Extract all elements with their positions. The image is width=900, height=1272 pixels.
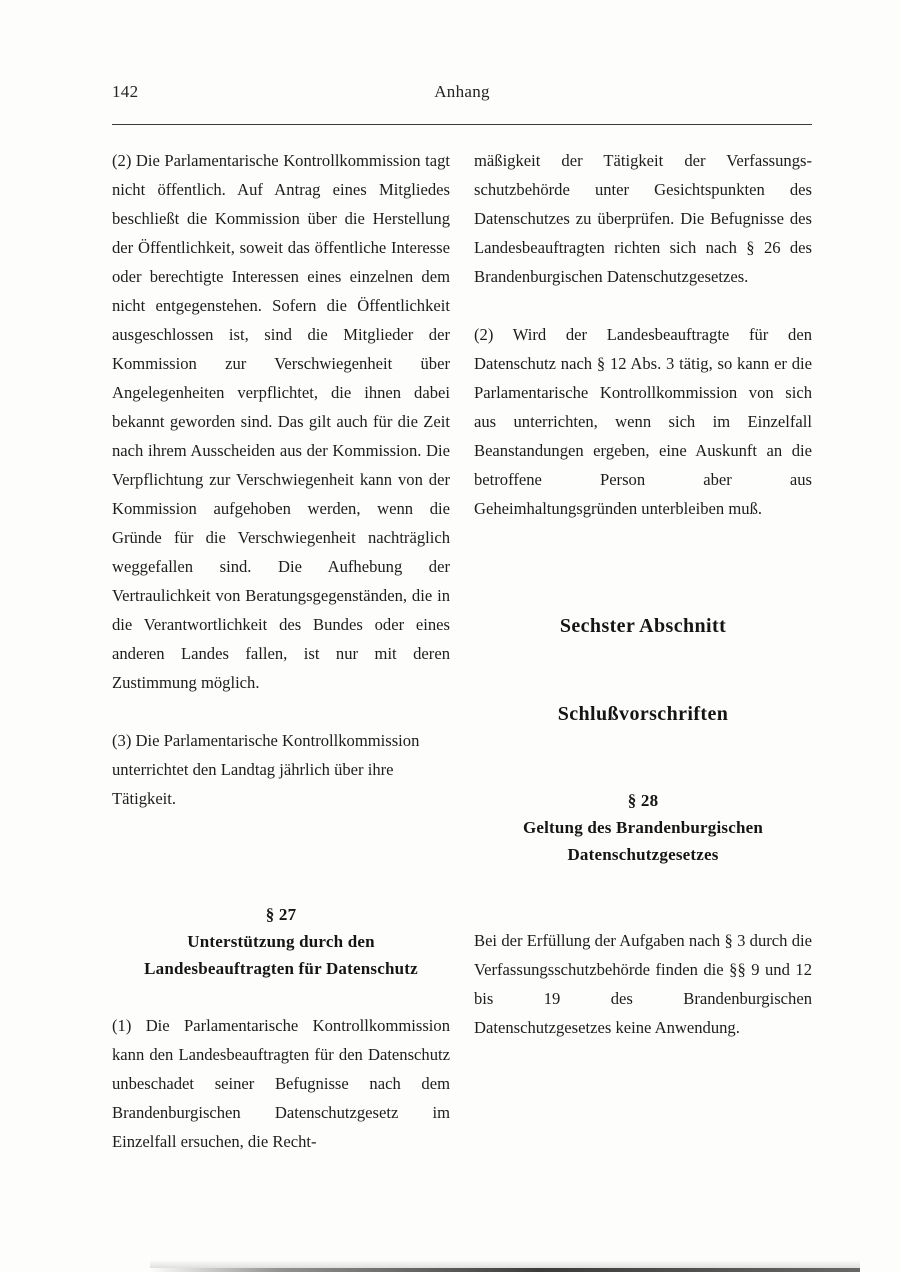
section-heading-schlussvorschriften: Schlußvorschriften <box>557 703 729 725</box>
heading-28-title-line-1: Geltung des Brandenburgischen <box>522 818 764 837</box>
heading-27-sign: § 27 <box>265 905 297 924</box>
post-heading-spacer <box>112 982 450 1011</box>
post-heading-28-spacer <box>474 868 812 926</box>
heading-paragraph-28 <box>474 787 812 868</box>
section-heading-spacer <box>474 523 812 611</box>
heading-28-title-line-2: Datenschutzgesetzes <box>567 845 719 864</box>
scan-edge-line <box>150 1268 860 1272</box>
paragraph-spacer <box>112 697 450 726</box>
paragraph-3: (3) Die Parlamentarische Kontrollkommission unterrichtet den Landtag jährlich über ihre Tätigkeit. <box>112 731 420 808</box>
pre-paragraph-28-spacer <box>474 729 812 787</box>
header-rule <box>112 124 812 125</box>
heading-spacer <box>112 813 450 901</box>
column-left <box>112 146 450 1156</box>
paragraph-27-1: (1) Die Parlamentarische Kontrollkommission kann den Landesbeauftragten für den Datenschutz unbeschadet seiner Befugnisse nach dem Brandenburgischen Datenschutzgesetz im Einzelfall ersuchen, die Recht- <box>112 1016 450 1151</box>
paragraph-2: (2) Die Parlamentarische Kontrollkommission tagt nicht öffentlich. Auf Antrag eines Mitgliedes beschließt die Kommission über die Herstellung der Öffentlichkeit, soweit das öffentliche Interesse oder berechtigte Interessen eines einzelnen dem nicht entgegenstehen. Sofern die Öffentlichkeit ausgeschlossen ist, sind die Mitglieder der Kommission zur Verschwiegenheit über Angelegenheiten verpflichtet, die ihnen dabei bekannt geworden sind. Das gilt auch für die Zeit nach ihrem Ausscheiden aus der Kommission. Die Verpflichtung zur Verschwiegenheit kann von der Kommission aufgehoben werden, wenn die Gründe für die Verschwiegenheit nachträglich weggefallen sind. Die Aufhebung der Vertraulichkeit von Beratungsgegenständen, die in die Verantwortlichkeit des Bundes oder eines anderen Landes fallen, ist nur mit deren Zustimmung möglich. <box>112 151 450 692</box>
running-head <box>112 82 812 106</box>
paragraph-spacer <box>474 291 812 320</box>
between-section-headings-spacer <box>474 641 812 699</box>
heading-28-sign: § 28 <box>627 791 659 810</box>
column-right <box>474 146 812 1042</box>
page-number: 142 <box>112 82 139 101</box>
paragraph-27-2: (2) Wird der Landesbeauftragte für den Datenschutz nach § 12 Abs. 3 tätig, so kann er die Parlamentarische Kontrollkommission von sich aus unterrichten, wenn sich im Einzelfall Beanstandungen ergeben, eine Auskunft an die betroffene Person aber aus Geheimhaltungsgründen unterbleiben muß. <box>474 325 812 518</box>
heading-paragraph-27 <box>112 901 450 982</box>
running-title: Anhang <box>434 82 490 101</box>
scan-edge-shadow <box>150 1260 860 1268</box>
heading-27-title-line-1: Unterstützung durch den <box>187 932 375 951</box>
paragraph-27-1-continued: mäßigkeit der Tätigkeit der Verfassungsschutzbehörde unter Gesichtspunkten des Datenschutzes zu überprüfen. Die Befugnisse des Landesbeauftragten richten sich nach § 26 des Brandenburgischen Datenschutzgesetzes. <box>474 151 812 286</box>
section-heading-sechster-abschnitt: Sechster Abschnitt <box>559 615 727 637</box>
paragraph-28: Bei der Erfüllung der Aufgaben nach § 3 durch die Verfassungsschutzbehörde finden die §§ 9 und 12 bis 19 des Brandenburgischen Datenschutzgesetzes keine Anwendung. <box>474 931 812 1037</box>
heading-27-title-line-2: Landesbeauftragten für Datenschutz <box>144 959 418 978</box>
